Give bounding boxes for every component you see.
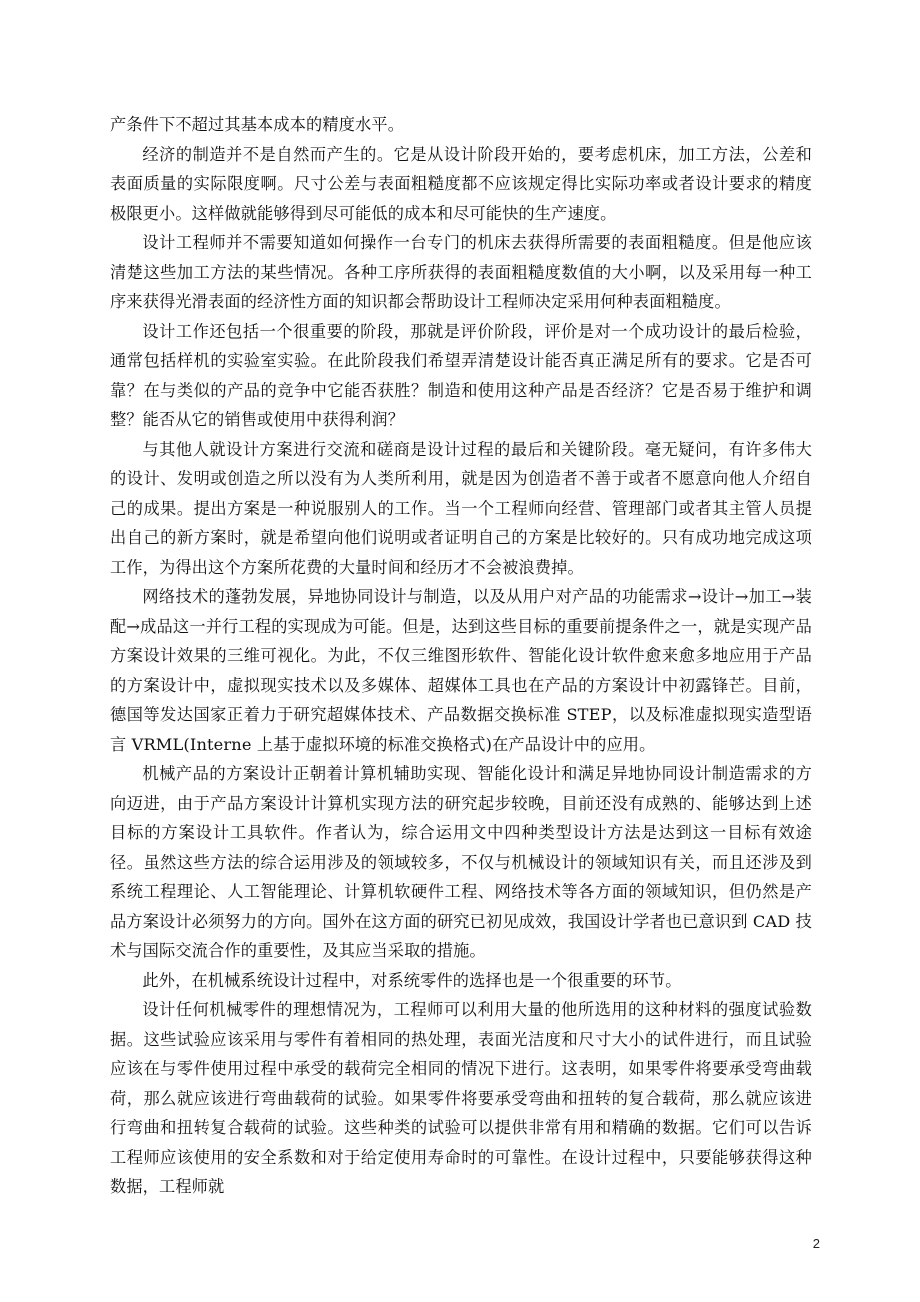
paragraph-part-selection: 此外，在机械系统设计过程中，对系统零件的选择也是一个很重要的环节。 bbox=[142, 970, 682, 990]
paragraph-evaluation-stage: 设计工作还包括一个很重要的阶段，那就是评价阶段，评价是对一个成功设计的最后检验，通常包括样机的实验室实验。在此阶段我们希望弄清楚设计能否真正满足所有的要求。它是否可靠？在与类似的产品的竞争中它能否获胜？制造和使用这种产品是否经济？它是否易于维护和调整？能否从它的销售或使用中获得利润？ bbox=[110, 321, 812, 429]
paragraph-continuation: 产条件下不超过其基本成本的精度水平。 bbox=[110, 115, 405, 134]
paragraph-strength-testing: 设计任何机械零件的理想情况为，工程师可以利用大量的他所选用的这种材料的强度试验数据。这些试验应该采用与零件有着相同的热处理，表面光洁度和尺寸大小的试件进行，而且试验应该在与零件使用过程中承受的载荷完全相同的情况下进行。这表明，如果零件将要承受弯曲载荷，那么就应该进行弯曲载荷的试验。如果零件将要承受弯曲和扭转的复合载荷，那么就应该进行弯曲和扭转复合载荷的试验。这些种类的试验可以提供非常有用和精确的数据。它们可以告诉工程师应该使用的安全系数和对于给定使用寿命时的可靠性。在设计过程中，只要能够获得这种数据，工程师就 bbox=[110, 1000, 812, 1196]
page-body bbox=[110, 110, 812, 1202]
paragraph-network-technology: 网络技术的蓬勃发展，异地协同设计与制造，以及从用户对产品的功能需求→设计→加工→装配→成品这一并行工程的实现成为可能。但是，达到这些目标的重要前提条件之一，就是实现产品方案设计效果的三维可视化。为此，不仅三维图形软件、智能化设计软件愈来愈多地应用于产品的方案设计中，虚拟现实技术以及多媒体、超媒体工具也在产品的方案设计中初露锋芒。目前，德国等发达国家正着力于研究超媒体技术、产品数据交换标准 STEP，以及标准虚拟现实造型语言 VRML(Interne 上基于虚拟环境的标准交换格式)在产品设计中的应用。 bbox=[110, 587, 812, 754]
paragraph-scheme-design: 机械产品的方案设计正朝着计算机辅助实现、智能化设计和满足异地协同设计制造需求的方向迈进，由于产品方案设计计算机实现方法的研究起步较晚，目前还没有成熟的、能够达到上述目标的方案设计工具软件。作者认为，综合运用文中四种类型设计方法是达到这一目标有效途径。虽然这些方法的综合运用涉及的领域较多，不仅与机械设计的领域知识有关，而且还涉及到系统工程理论、人工智能理论、计算机软硬件工程、网络技术等各方面的领域知识，但仍然是产品方案设计必须努力的方向。国外在这方面的研究已初见成效，我国设计学者也已意识到 CAD 技术与国际交流合作的重要性，及其应当采取的措施。 bbox=[110, 764, 812, 960]
paragraph-economic-manufacturing: 经济的制造并不是自然而产生的。它是从设计阶段开始的，要考虑机床，加工方法，公差和表面质量的实际限度啊。尺寸公差与表面粗糙度都不应该规定得比实际功率或者设计要求的精度极限更小。这样做就能够得到尽可能低的成本和尽可能快的生产速度。 bbox=[110, 144, 812, 223]
paragraph-surface-roughness: 设计工程师并不需要知道如何操作一台专门的机床去获得所需要的表面粗糙度。但是他应该清楚这些加工方法的某些情况。各种工序所获得的表面粗糙度数值的大小啊，以及采用每一种工序来获得光滑表面的经济性方面的知识都会帮助设计工程师决定采用何种表面粗糙度。 bbox=[110, 233, 812, 311]
paragraph-communication: 与其他人就设计方案进行交流和磋商是设计过程的最后和关键阶段。毫无疑问，有许多伟大的设计、发明或创造之所以没有为人类所利用，就是因为创造者不善于或者不愿意向他人介绍自己的成果。提出方案是一种说服别人的工作。当一个工程师向经营、管理部门或者其主管人员提出自己的新方案时，就是希望向他们说明或者证明自己的方案是比较好的。只有成功地完成这项工作，为得出这个方案所花费的大量时间和经历才不会被浪费掉。 bbox=[110, 439, 812, 577]
page-number: 2 bbox=[812, 1236, 820, 1251]
